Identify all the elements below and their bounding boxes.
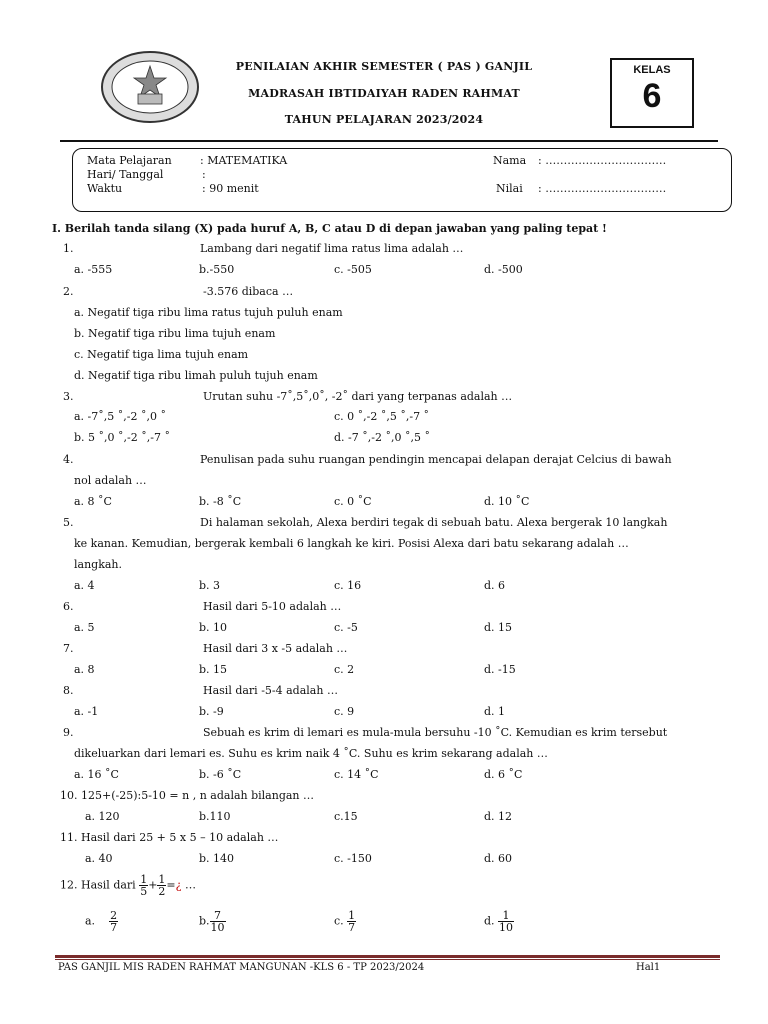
option-d[interactable]: d. 10 ˚C (484, 495, 530, 508)
question-number: 8. (63, 684, 74, 697)
question-text: Hasil dari 3 x -5 adalah … (203, 642, 348, 655)
score-label: Nilai (496, 182, 523, 195)
option-a[interactable]: a. 8 ˚C (74, 495, 112, 508)
score-field[interactable]: : …………………………… (538, 182, 667, 195)
option-a[interactable]: a. 4 (74, 579, 95, 592)
page-number: Hal1 (636, 962, 661, 973)
option-d[interactable]: d. Negatif tiga ribu limah puluh tujuh enam (74, 369, 318, 382)
option-c[interactable]: c. $\frac{1}{7}$ (334, 909, 356, 934)
option-d[interactable]: d. 6 (484, 579, 506, 592)
fraction: $\frac{1}{7}$ (348, 909, 356, 934)
option-d[interactable]: d. 6 ˚C (484, 768, 523, 781)
date-label: Hari/ Tanggal (87, 168, 164, 181)
option-b[interactable]: b. $\frac{7}{10}$ (199, 909, 225, 934)
class-number: 6 (642, 77, 662, 115)
fraction: $\frac{1}{10}$ (499, 909, 514, 934)
missing-glyph: ¿ (175, 878, 182, 892)
time-label: Waktu (87, 182, 123, 195)
header-divider (60, 140, 718, 142)
option-c[interactable]: c. -505 (334, 263, 372, 276)
question-text: Hasil dari -5-4 adalah … (203, 684, 338, 697)
option-b[interactable]: b. -6 ˚C (199, 768, 242, 781)
question-text: 11. Hasil dari 25 + 5 x 5 – 10 adalah … (60, 831, 279, 844)
question-number: 2. (63, 285, 74, 298)
option-a[interactable]: a. -1 (74, 705, 99, 718)
option-d[interactable]: d. 60 (484, 852, 513, 865)
option-a[interactable]: a. 40 (85, 852, 113, 865)
option-a[interactable]: a. -555 (74, 263, 113, 276)
option-d[interactable]: d. 15 (484, 621, 513, 634)
option-b[interactable]: b.-550 (199, 263, 235, 276)
question-number: 5. (63, 516, 74, 529)
subject-label: Mata Pelajaran (87, 154, 172, 167)
footer-text: PAS GANJIL MIS RADEN RAHMAT MANGUNAN -KLS 6 - TP 2023/2024 (58, 962, 425, 973)
option-b[interactable]: b. -9 (199, 705, 224, 718)
option-b[interactable]: b.110 (199, 810, 231, 823)
question-text: Di halaman sekolah, Alexa berdiri tegak di sebuah batu. Alexa bergerak 10 langkah (200, 516, 668, 529)
fraction: $\frac{2}{7}$ (110, 909, 118, 934)
option-c[interactable]: c. -150 (334, 852, 372, 865)
option-c[interactable]: c. 16 (334, 579, 362, 592)
option-a[interactable]: a. 16 ˚C (74, 768, 119, 781)
option-a[interactable]: a. 120 (85, 810, 120, 823)
question-number: 1. (63, 242, 74, 255)
question-text: -3.576 dibaca … (203, 285, 294, 298)
option-c[interactable]: c.15 (334, 810, 358, 823)
time-value: : 90 menit (202, 182, 259, 195)
footer-divider (55, 955, 720, 958)
option-a[interactable]: a. 8 (74, 663, 95, 676)
question-text: Penulisan pada suhu ruangan pendingin mencapai delapan derajat Celcius di bawah (200, 453, 672, 466)
date-value: : (202, 168, 206, 181)
option-d[interactable]: d. -15 (484, 663, 516, 676)
question-text-cont: nol adalah … (74, 474, 147, 487)
school-name: MADRASAH IBTIDAIYAH RADEN RAHMAT (248, 87, 520, 100)
option-c[interactable]: c. 0 ˚C (334, 495, 372, 508)
option-c[interactable]: c. -5 (334, 621, 358, 634)
option-c[interactable]: c. 2 (334, 663, 355, 676)
question-text: 10. 125+(-25):5-10 = n , n adalah bilangan … (60, 789, 314, 802)
question-number: 7. (63, 642, 74, 655)
class-box (610, 58, 694, 128)
fraction: $\frac{7}{10}$ (210, 909, 225, 934)
name-label: Nama (493, 154, 527, 167)
option-b[interactable]: b. 10 (199, 621, 228, 634)
option-b[interactable]: b. 5 ˚,0 ˚,-2 ˚,-7 ˚ (74, 431, 170, 444)
footer-divider-thin (55, 959, 720, 960)
question-text-cont: langkah. (74, 558, 123, 571)
option-c[interactable]: c. 14 ˚C (334, 768, 379, 781)
question-text: Sebuah es krim di lemari es mula-mula bersuhu -10 ˚C. Kemudian es krim tersebut (203, 726, 668, 739)
name-field[interactable]: : …………………………… (538, 154, 667, 167)
option-c[interactable]: c. 9 (334, 705, 355, 718)
question-text: Urutan suhu -7˚,5˚,0˚, -2˚ dari yang terpanas adalah … (203, 390, 513, 403)
option-d[interactable]: d. $\frac{1}{10}$ (484, 909, 514, 934)
question-text: Lambang dari negatif lima ratus lima adalah … (200, 242, 464, 255)
question-text-cont: ke kanan. Kemudian, bergerak kembali 6 langkah ke kiri. Posisi Alexa dari batu sekarang adalah … (74, 537, 629, 550)
question-text: 12. Hasil dari $\frac{1}{5}$ + $\frac{1}{2}$ =¿ … (60, 873, 197, 898)
option-b[interactable]: b. -8 ˚C (199, 495, 242, 508)
subject-value: : MATEMATIKA (200, 154, 288, 167)
option-a[interactable]: a. 5 (74, 621, 95, 634)
question-prefix: 12. Hasil dari (60, 878, 136, 892)
class-label: KELAS (633, 64, 671, 76)
option-b[interactable]: b. 140 (199, 852, 235, 865)
option-d[interactable]: d. 1 (484, 705, 506, 718)
fraction: $\frac{1}{2}$ (158, 873, 166, 898)
option-b[interactable]: b. 3 (199, 579, 221, 592)
option-c[interactable]: c. 0 ˚,-2 ˚,5 ˚,-7 ˚ (334, 410, 430, 423)
option-d[interactable]: d. -7 ˚,-2 ˚,0 ˚,5 ˚ (334, 431, 430, 444)
question-text-cont: dikeluarkan dari lemari es. Suhu es krim naik 4 ˚C. Suhu es krim sekarang adalah … (74, 747, 548, 760)
question-number: 9. (63, 726, 74, 739)
option-a[interactable]: a. $\frac{2}{7}$ (85, 909, 118, 934)
exam-title: PENILAIAN AKHIR SEMESTER ( PAS ) GANJIL (235, 60, 533, 73)
question-text: Hasil dari 5-10 adalah … (203, 600, 342, 613)
fraction: $\frac{1}{5}$ (140, 873, 148, 898)
question-number: 6. (63, 600, 74, 613)
option-d[interactable]: d. -500 (484, 263, 523, 276)
option-a[interactable]: a. -7˚,5 ˚,-2 ˚,0 ˚ (74, 410, 166, 423)
question-number: 4. (63, 453, 74, 466)
academic-year: TAHUN PELAJARAN 2023/2024 (284, 113, 484, 126)
option-b[interactable]: b. 15 (199, 663, 228, 676)
option-c[interactable]: c. Negatif tiga lima tujuh enam (74, 348, 249, 361)
question-number: 3. (63, 390, 74, 403)
option-a[interactable]: a. Negatif tiga ribu lima ratus tujuh puluh enam (74, 306, 343, 319)
option-d[interactable]: d. 12 (484, 810, 513, 823)
instruction: I. Berilah tanda silang (X) pada huruf A, B, C atau D di depan jawaban yang paling tepat ! (52, 222, 607, 235)
option-b[interactable]: b. Negatif tiga ribu lima tujuh enam (74, 327, 276, 340)
